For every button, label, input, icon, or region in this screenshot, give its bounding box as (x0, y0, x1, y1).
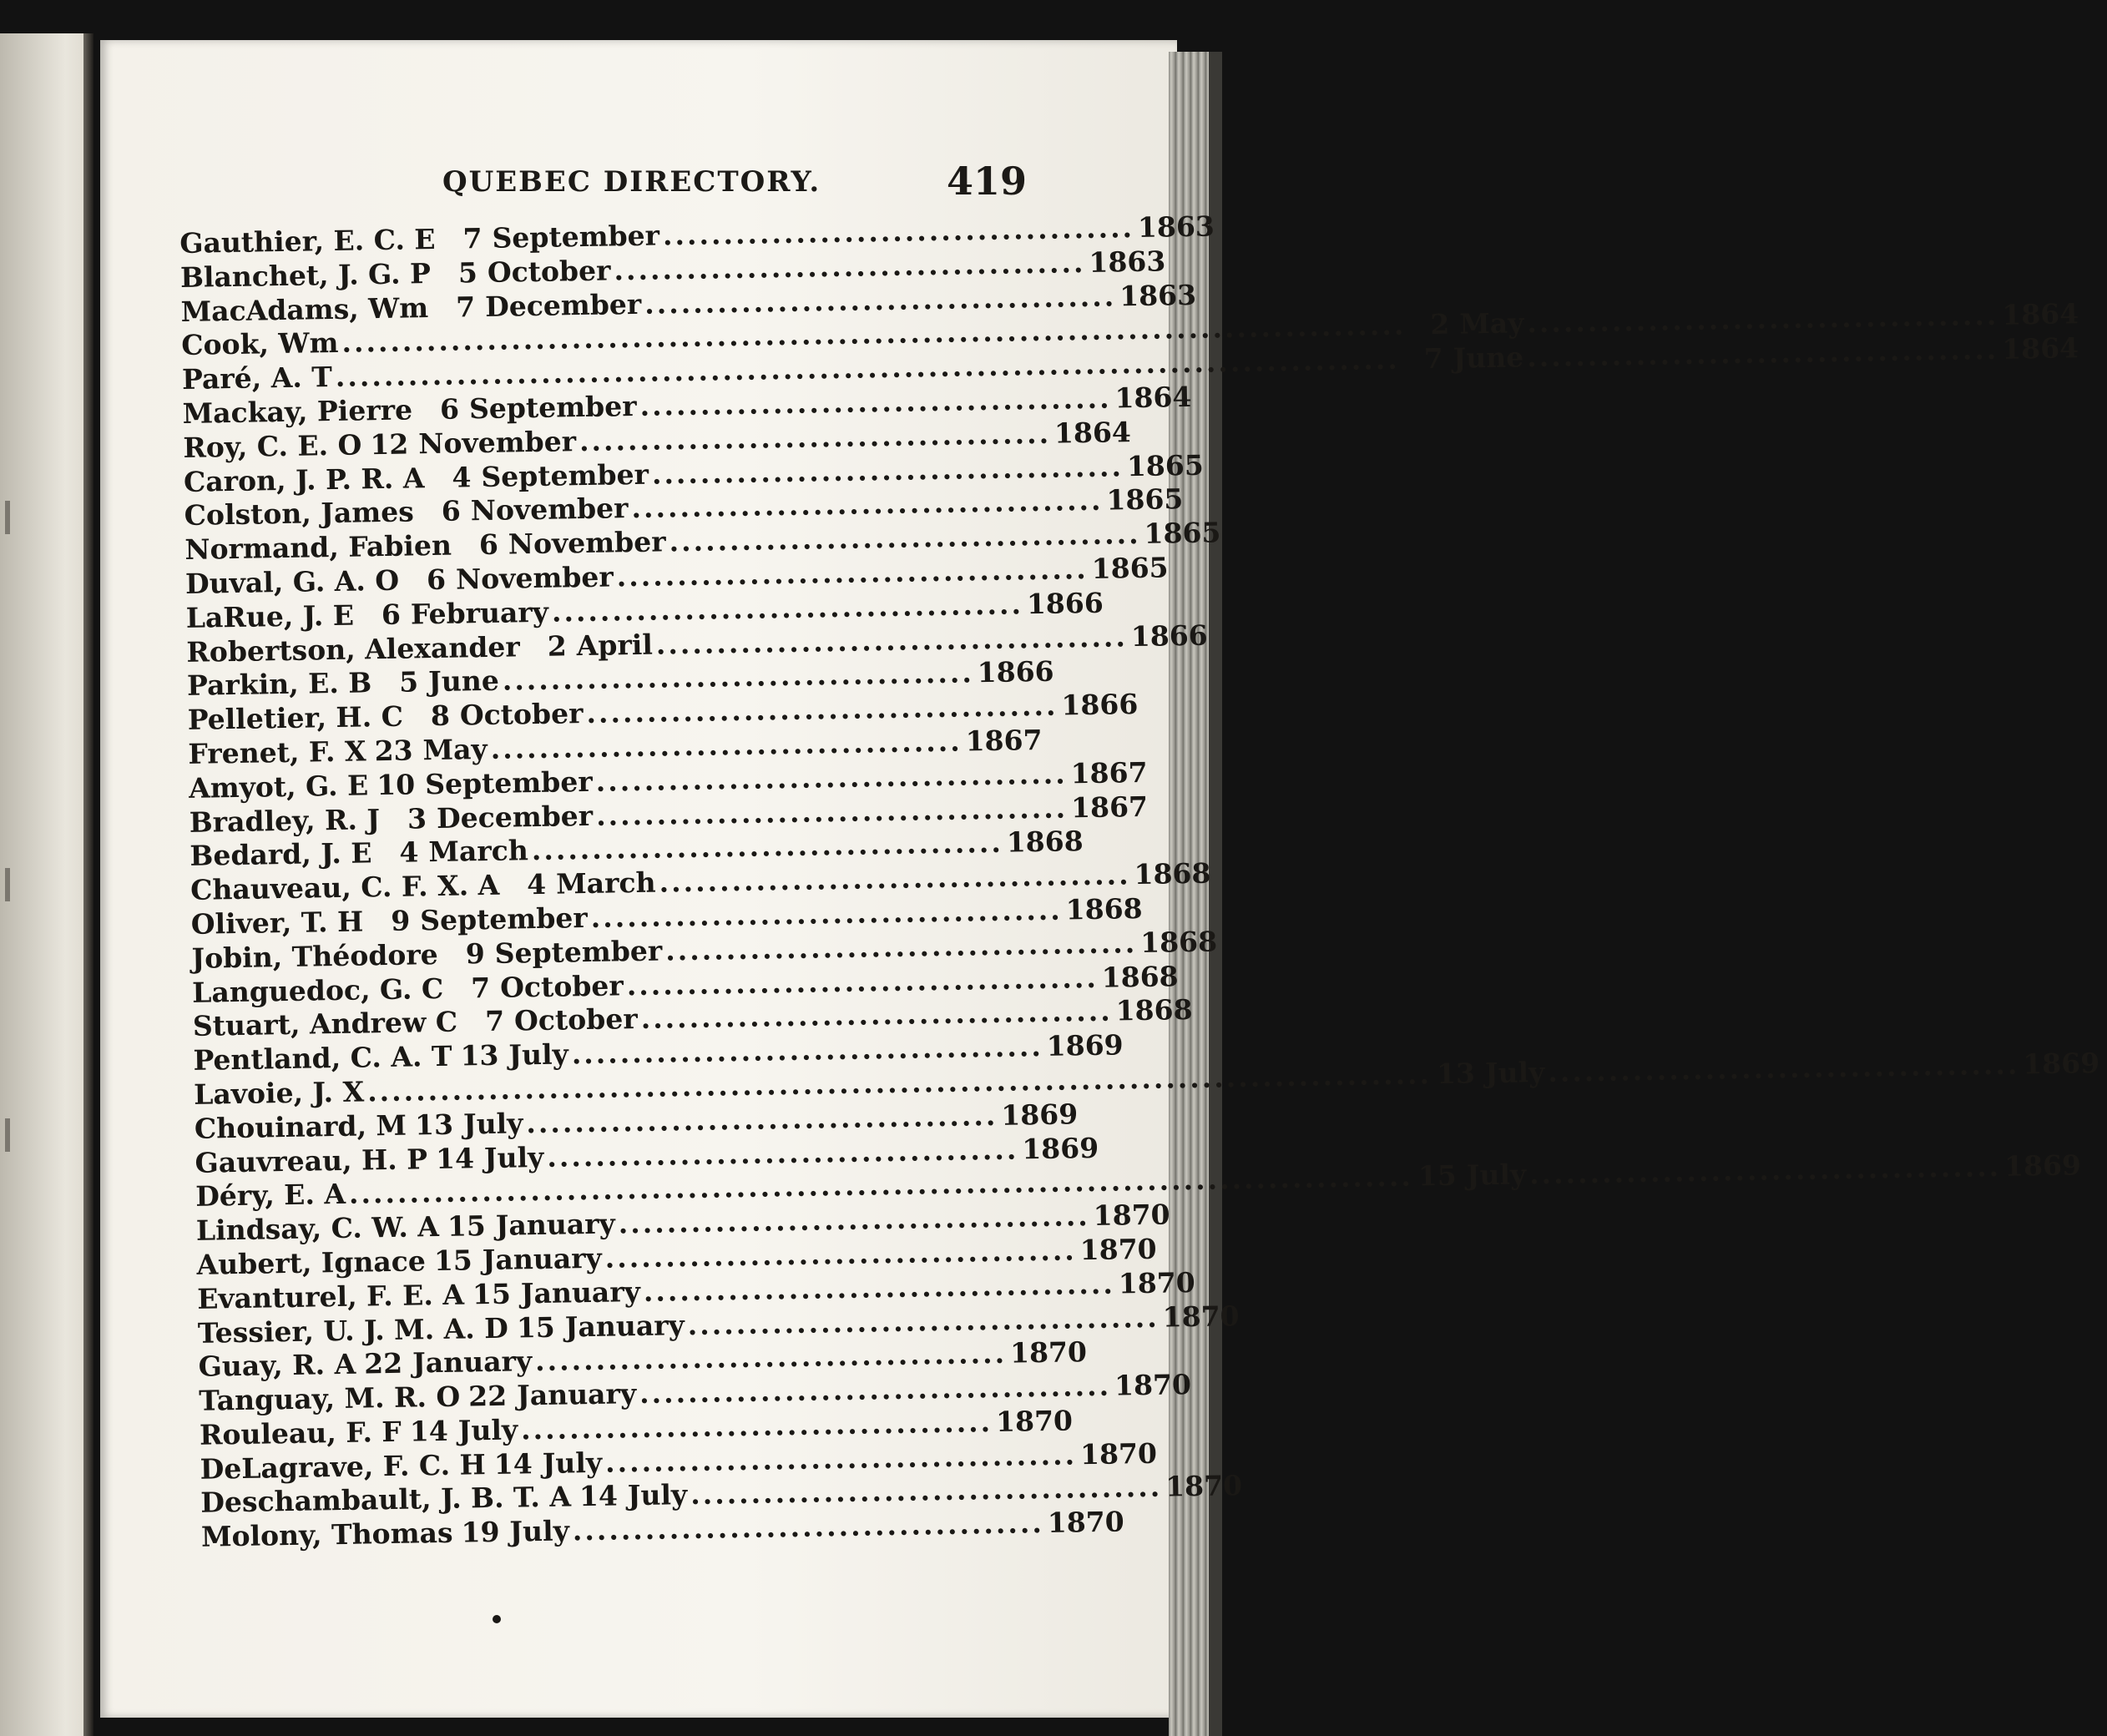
entry-year: 1867 (1070, 755, 1148, 790)
entry-day: 19 (461, 1516, 500, 1549)
leader-dots (614, 246, 1086, 286)
entry-month: November (508, 525, 666, 561)
entry-day: 13 (414, 1108, 454, 1142)
leader-dots (375, 667, 376, 699)
entry-month: June (1453, 341, 1524, 375)
entry-name: Robertson, Alexander (186, 629, 521, 669)
entry-month: January (516, 1377, 637, 1412)
entry-year: 1866 (977, 655, 1054, 689)
entry-name: Mackay, Pierre (182, 393, 413, 430)
entry-name: Gauthier, E. C. E (179, 222, 436, 260)
entry-name: Pelletier, H. C (187, 699, 404, 737)
entry-name: Bradley, R. J (189, 802, 381, 839)
entry-month: July (627, 1478, 688, 1512)
entry-name: Roy, C. E. O (183, 428, 362, 464)
book-gutter (83, 33, 93, 1736)
entry-month: December (436, 799, 594, 835)
entry-year: 1870 (1162, 1299, 1240, 1334)
entry-month: October (459, 697, 584, 732)
entry-month: February (410, 595, 549, 631)
entry-year: 1869 (2022, 1046, 2100, 1081)
leader-dots (552, 588, 1024, 628)
leader-dots (369, 734, 370, 767)
entry-day: 12 (370, 427, 409, 462)
entry-day: 5 (398, 665, 419, 699)
entry-name: Deschambault, J. B. T. A (200, 1480, 572, 1520)
entry-day: 2 (547, 628, 568, 663)
leader-dots (455, 529, 456, 562)
leader-dots (639, 1370, 1112, 1410)
entry-name: Tessier, U. J. M. A. D (197, 1311, 509, 1350)
leader-dots (574, 1481, 575, 1513)
entry-month: September (494, 934, 663, 970)
entry-year: 1865 (1106, 482, 1184, 517)
entry-day: 14 (435, 1141, 475, 1175)
leader-dots (604, 1234, 1077, 1274)
entry-name: Déry, E. A (195, 1178, 346, 1214)
entry-day: 14 (493, 1446, 533, 1481)
leader-dots (438, 223, 439, 255)
entry-year: 1864 (1114, 380, 1192, 415)
entry-year: 1870 (1118, 1265, 1195, 1300)
entry-day: 8 (430, 699, 451, 733)
entry-day: 15 (472, 1277, 512, 1311)
leader-dots (456, 1516, 457, 1549)
entry-name: Guay, R. A (198, 1347, 356, 1384)
entry-day: 7 (455, 290, 476, 324)
entry-name: Frenet, F. X (188, 734, 366, 770)
entry-day: 10 (376, 768, 416, 801)
entry-year: 1869 (1021, 1131, 1099, 1165)
entry-year: 1867 (965, 723, 1043, 758)
entry-name: Chouinard, M (194, 1108, 407, 1145)
leader-dots (618, 1199, 1090, 1239)
entry-year: 1865 (1091, 551, 1169, 585)
entry-month: January (495, 1207, 616, 1242)
entry-year: 1870 (995, 1404, 1074, 1438)
leader-dots (375, 837, 376, 870)
entry-month: September (481, 457, 649, 493)
leader-dots (572, 1506, 1044, 1547)
entry-day: 5 (457, 255, 478, 290)
leader-dots (416, 393, 417, 426)
entry-date (1435, 1047, 2100, 1090)
entry-day: 6 (441, 494, 462, 528)
entry-day: 6 (381, 598, 402, 631)
entry-month: March (428, 834, 529, 869)
entry-name: LaRue, J. E (185, 598, 355, 634)
entry-name: Cook, Wm (181, 326, 339, 362)
entry-day: 22 (363, 1347, 403, 1380)
entry-date (1416, 1149, 2081, 1193)
leader-dots (365, 428, 366, 461)
entry-name: Rouleau, F. F (199, 1415, 402, 1451)
entry-day: 23 (374, 734, 413, 768)
entry-month: May (422, 732, 488, 767)
entry-month: January (520, 1274, 641, 1310)
entry-month: November (470, 492, 629, 527)
entry-month: September (419, 901, 589, 937)
edge-ink-mark (5, 1118, 10, 1152)
entry-month: March (555, 865, 656, 901)
entry-month: September (468, 389, 637, 426)
leader-dots (643, 1267, 1115, 1307)
entry-day: 7 (462, 221, 483, 255)
leader-dots (441, 938, 442, 971)
entry-day: 2 (1429, 308, 1450, 341)
entry-name: Caron, J. P. R. A (183, 461, 425, 498)
leader-dots (595, 757, 1068, 797)
entry-year: 1870 (1009, 1335, 1088, 1370)
entry-name: Aubert, Ignace (196, 1244, 427, 1281)
entry-day: 6 (426, 563, 447, 597)
leader-dots (463, 1380, 464, 1413)
leader-dots (357, 598, 358, 631)
leader-dots (531, 826, 1003, 866)
leader-dots (461, 1006, 462, 1038)
entry-year: 1869 (1046, 1028, 1124, 1063)
entry-day: 9 (390, 904, 411, 937)
entry-year: 1870 (1079, 1436, 1158, 1471)
page-number: 419 (946, 159, 1027, 204)
entry-year: 1870 (1165, 1469, 1243, 1504)
leader-dots (631, 484, 1104, 524)
entry-day: 6 (478, 527, 499, 562)
edge-ink-mark (5, 868, 10, 901)
entry-name: MacAdams, Wm (180, 290, 429, 328)
entry-month: September (424, 765, 593, 800)
entry-month: July (508, 1037, 569, 1072)
entry-year: 1865 (1126, 448, 1205, 482)
leader-dots (434, 257, 435, 290)
entry-name: Paré, A. T (181, 361, 333, 396)
leader-dots (1527, 333, 1999, 373)
entry-day: 9 (465, 936, 486, 971)
leader-dots (442, 1210, 443, 1243)
entry-name: DeLagrave, F. C. H (200, 1447, 487, 1486)
entry-name: Stuart, Andrew C (192, 1005, 458, 1043)
entry-year: 1868 (1134, 856, 1211, 891)
leader-dots (402, 564, 403, 597)
entry-month: September (492, 219, 660, 255)
leader-dots (1529, 1150, 2002, 1190)
entry-day: 4 (399, 835, 419, 870)
leader-dots (521, 1405, 993, 1446)
entry-month: January (482, 1241, 603, 1277)
entry-year: 1866 (1130, 618, 1209, 653)
leader-dots (502, 657, 974, 697)
entry-month: May (1458, 306, 1524, 341)
leader-dots (427, 462, 428, 494)
entry-day: 13 (460, 1038, 499, 1072)
entry-month: June (427, 664, 500, 699)
entry-month: October (513, 1002, 638, 1037)
entry-name: Bedard, J. E (189, 836, 372, 873)
entry-year: 1869 (1000, 1098, 1079, 1132)
leader-dots (579, 417, 1052, 457)
entry-month: July (462, 1107, 523, 1141)
leader-dots (547, 1133, 1019, 1173)
entry-name: Evanturel, F. E. A (196, 1278, 465, 1315)
leader-dots (383, 803, 384, 835)
entry-name: Languedoc, G. C (191, 971, 444, 1009)
entry-day: 7 (1423, 342, 1443, 376)
entry-name: Chauveau, C. F. X. A (189, 868, 500, 907)
leader-dots (596, 791, 1069, 831)
entry-day: 7 (470, 971, 491, 1004)
entry-day: 15 (1417, 1159, 1458, 1193)
entry-month: January (564, 1308, 685, 1344)
entry-year: 1863 (1119, 278, 1197, 312)
entry-day: 15 (516, 1310, 556, 1344)
leader-dots (404, 1416, 405, 1448)
page-header (442, 159, 1043, 217)
running-title: QUEBEC DIRECTORY. (442, 165, 821, 199)
entry-month: November (455, 560, 614, 596)
leader-dots (490, 724, 963, 765)
entry-year: 1864 (2002, 297, 2079, 332)
entry-day: 3 (407, 801, 427, 835)
entry-month: July (457, 1413, 518, 1447)
entry-year: 1864 (1054, 415, 1132, 450)
entry-day: 7 (484, 1005, 505, 1038)
entry-month: July (542, 1446, 603, 1480)
entry-day: 4 (452, 460, 472, 494)
entry-name: Lindsay, C. W. A (195, 1210, 440, 1247)
entry-name: Colston, James (184, 495, 415, 532)
leader-dots (359, 1348, 360, 1380)
entry-day: 6 (439, 392, 460, 426)
leader-dots (455, 1040, 456, 1072)
leader-dots (640, 995, 1113, 1035)
leader-dots (410, 1108, 411, 1141)
entry-month: July (1484, 1055, 1545, 1090)
entry-year: 1864 (2001, 331, 2079, 366)
entry-day: 22 (467, 1379, 508, 1413)
entry-month: July (1466, 1158, 1527, 1192)
entry-name: Normand, Fabien (184, 528, 452, 567)
entry-day: 14 (409, 1414, 449, 1448)
leader-dots (590, 894, 1063, 934)
entry-name: Pentland, C. A. T (193, 1039, 452, 1077)
entry-year: 1868 (1006, 825, 1084, 860)
entry-year: 1866 (1026, 586, 1104, 620)
leader-dots (488, 1448, 489, 1481)
entry-year: 1868 (1065, 891, 1143, 926)
leader-dots (1548, 1048, 2020, 1088)
left-page-edge (0, 33, 93, 1736)
entry-year: 1866 (1061, 688, 1139, 722)
leader-dots (616, 553, 1089, 593)
entry-year: 1870 (1079, 1232, 1157, 1267)
entry-year: 1870 (1093, 1198, 1170, 1233)
leader-dots (605, 1438, 1078, 1478)
entry-name: Tanguay, M. R. O (198, 1380, 461, 1417)
leader-dots (571, 1030, 1043, 1070)
entry-month: April (576, 628, 654, 662)
leader-dots (431, 1143, 432, 1175)
leader-dots (535, 1337, 1008, 1377)
entry-month: December (484, 287, 642, 323)
entry-year: 1868 (1115, 993, 1193, 1027)
edge-ink-mark (5, 501, 10, 534)
entry-day: 15 (433, 1244, 473, 1278)
leader-dots (1527, 299, 1999, 339)
leader-dots (371, 769, 372, 801)
leader-dots (526, 1099, 998, 1139)
directory-list (179, 209, 2100, 1555)
entry-year: 1869 (2003, 1148, 2082, 1183)
entry-year: 1863 (1137, 209, 1215, 244)
entry-month: July (509, 1514, 570, 1548)
leader-dots (626, 961, 1099, 1001)
entry-month: January (412, 1345, 533, 1380)
entry-year: 1867 (1070, 790, 1149, 824)
entry-day: 14 (579, 1479, 619, 1513)
entry-year: 1870 (1047, 1505, 1124, 1540)
entry-month: July (483, 1140, 544, 1174)
entry-month: October (487, 254, 611, 289)
entry-name: Gauvreau, H. P (195, 1142, 428, 1179)
entry-name: Parkin, E. B (186, 666, 372, 703)
entry-name: Lavoie, J. X (193, 1075, 365, 1111)
entry-year: 1870 (1114, 1368, 1192, 1402)
entry-name: Jobin, Théodore (191, 937, 439, 975)
entry-year: 1868 (1101, 959, 1179, 994)
entry-day: 4 (526, 867, 547, 901)
leader-dots (467, 1278, 468, 1310)
entry-month: November (417, 424, 577, 461)
leader-dots (366, 905, 367, 937)
leader-dots (586, 689, 1059, 729)
ink-dot (493, 1615, 501, 1623)
entry-name: Molony, Thomas (200, 1516, 453, 1554)
entry-year: 1863 (1089, 245, 1166, 279)
entry-day: 13 (1436, 1057, 1476, 1091)
leader-dots (429, 1244, 430, 1277)
entry-name: Oliver, T. H (190, 905, 364, 941)
entry-day: 15 (447, 1209, 487, 1243)
entry-year: 1865 (1144, 516, 1221, 551)
entry-name: Duval, G. A. O (184, 563, 400, 600)
entry-month: October (499, 968, 624, 1004)
leader-dots (511, 1311, 512, 1344)
entry-name: Amyot, G. E (188, 769, 369, 805)
entry-name: Blanchet, J. G. P (179, 256, 432, 294)
entry-year: 1868 (1139, 925, 1218, 959)
